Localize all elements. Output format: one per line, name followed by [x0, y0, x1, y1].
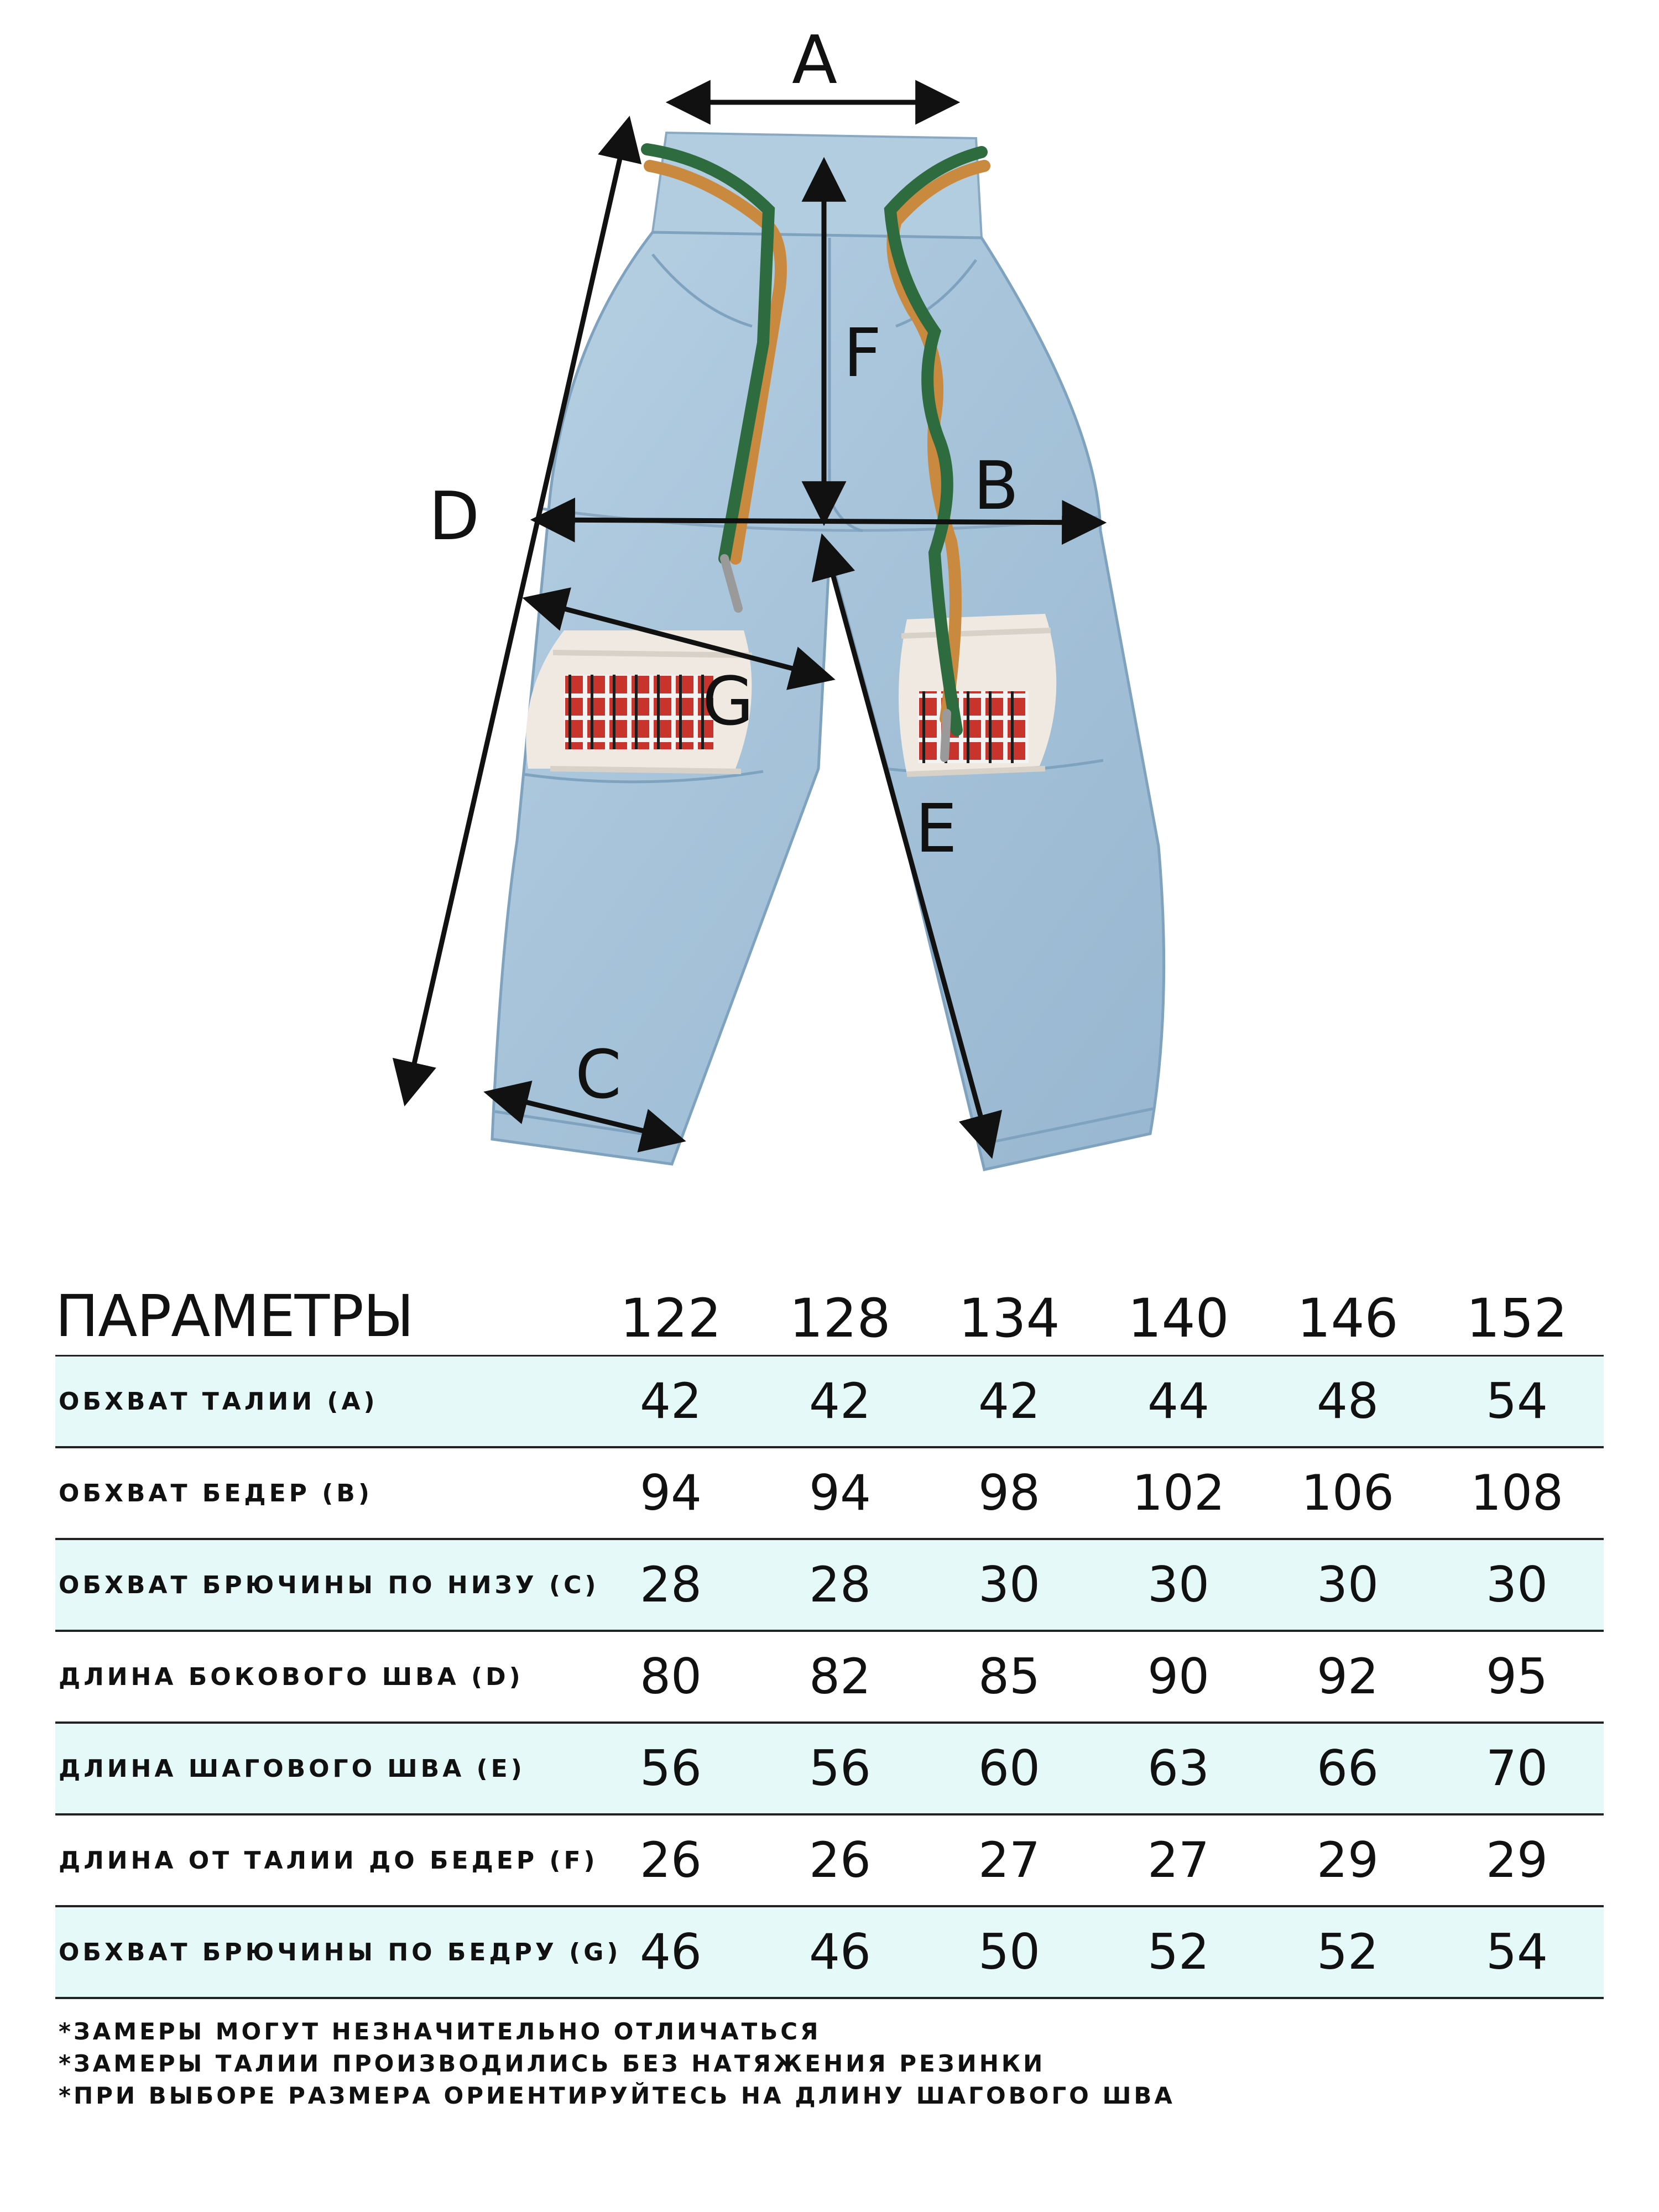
table-cell: 82	[809, 1648, 871, 1705]
footnote: *ПРИ ВЫБОРЕ РАЗМЕРА ОРИЕНТИРУЙТЕСЬ НА ДЛИНУ ШАГОВОГО ШВА	[59, 2082, 1175, 2109]
table-cell: 108	[1470, 1464, 1563, 1521]
table-cell: 66	[1317, 1740, 1379, 1797]
size-header-122: 122	[620, 1287, 722, 1349]
table-row-leg-opening	[55, 1540, 1604, 1632]
table-cell: 46	[809, 1923, 871, 1980]
row-label: ОБХВАТ БРЮЧИНЫ ПО НИЗУ (С)	[59, 1571, 599, 1599]
table-cell: 30	[1486, 1556, 1548, 1613]
table-cell: 54	[1486, 1923, 1548, 1980]
table-cell: 50	[978, 1923, 1040, 1980]
label-d: D	[429, 478, 480, 555]
table-cell: 98	[978, 1464, 1040, 1521]
table-cell: 80	[640, 1648, 702, 1705]
table-row-outseam	[55, 1632, 1604, 1724]
table-cell: 29	[1317, 1832, 1379, 1888]
table-row-waist-to-hip	[55, 1815, 1604, 1907]
table-row-waist	[55, 1357, 1604, 1448]
table-cell: 30	[978, 1556, 1040, 1613]
row-label: ОБХВАТ БРЮЧИНЫ ПО БЕДРУ (G)	[59, 1938, 622, 1966]
table-cell: 56	[809, 1740, 871, 1797]
row-label: ОБХВАТ БЕДЕР (В)	[59, 1479, 373, 1507]
table-cell: 46	[640, 1923, 702, 1980]
size-header-134: 134	[958, 1287, 1060, 1349]
table-cell: 52	[1317, 1923, 1379, 1980]
row-label: ДЛИНА ОТ ТАЛИИ ДО БЕДЕР (F)	[59, 1846, 598, 1875]
table-cell: 42	[809, 1373, 871, 1430]
row-label: ДЛИНА ШАГОВОГО ШВА (Е)	[59, 1754, 525, 1783]
row-label: ОБХВАТ ТАЛИИ (А)	[59, 1387, 378, 1416]
row-label: ДЛИНА БОКОВОГО ШВА (D)	[59, 1662, 524, 1691]
table-cell: 44	[1147, 1373, 1209, 1430]
table-cell: 60	[978, 1740, 1040, 1797]
table-cell: 26	[640, 1832, 702, 1888]
table-cell: 92	[1317, 1648, 1379, 1705]
table-cell: 85	[978, 1648, 1040, 1705]
label-a: A	[792, 22, 838, 99]
table-row-thigh	[55, 1907, 1604, 1999]
size-header-140: 140	[1128, 1287, 1229, 1349]
table-cell: 54	[1486, 1373, 1548, 1430]
table-cell: 27	[1147, 1832, 1209, 1888]
label-c: C	[575, 1037, 622, 1114]
footnote: *ЗАМЕРЫ МОГУТ НЕЗНАЧИТЕЛЬНО ОТЛИЧАТЬСЯ	[59, 2018, 821, 2045]
table-header	[55, 1272, 1604, 1357]
table-row-hips	[55, 1448, 1604, 1540]
table-cell: 70	[1486, 1740, 1548, 1797]
table-cell: 42	[640, 1373, 702, 1430]
table-cell: 29	[1486, 1832, 1548, 1888]
table-cell: 102	[1132, 1464, 1225, 1521]
table-cell: 27	[978, 1832, 1040, 1888]
table-cell: 42	[978, 1373, 1040, 1430]
label-e: E	[915, 791, 957, 868]
table-cell: 28	[809, 1556, 871, 1613]
table-cell: 30	[1317, 1556, 1379, 1613]
table-cell: 56	[640, 1740, 702, 1797]
label-f: F	[843, 315, 882, 392]
table-cell: 30	[1147, 1556, 1209, 1613]
table-cell: 26	[809, 1832, 871, 1888]
footnotes	[59, 2016, 1552, 2112]
size-table	[55, 1272, 1604, 1999]
label-b: B	[973, 448, 1019, 525]
table-row-inseam	[55, 1724, 1604, 1815]
table-cell: 48	[1317, 1373, 1379, 1430]
ripped-knee-right	[899, 614, 1056, 774]
label-g: G	[702, 664, 754, 740]
table-cell: 52	[1147, 1923, 1209, 1980]
size-header-128: 128	[789, 1287, 891, 1349]
table-cell: 28	[640, 1556, 702, 1613]
table-cell: 90	[1147, 1648, 1209, 1705]
table-cell: 63	[1147, 1740, 1209, 1797]
table-cell: 94	[809, 1464, 871, 1521]
footnote: *ЗАМЕРЫ ТАЛИИ ПРОИЗВОДИЛИСЬ БЕЗ НАТЯЖЕНИЯ РЕЗИНКИ	[59, 2050, 1046, 2077]
size-header-146: 146	[1297, 1287, 1399, 1349]
size-header-152: 152	[1466, 1287, 1568, 1349]
table-cell: 106	[1301, 1464, 1394, 1521]
table-cell: 94	[640, 1464, 702, 1521]
table-header-label: ПАРАМЕТРЫ	[55, 1282, 414, 1350]
table-cell: 95	[1486, 1648, 1548, 1705]
